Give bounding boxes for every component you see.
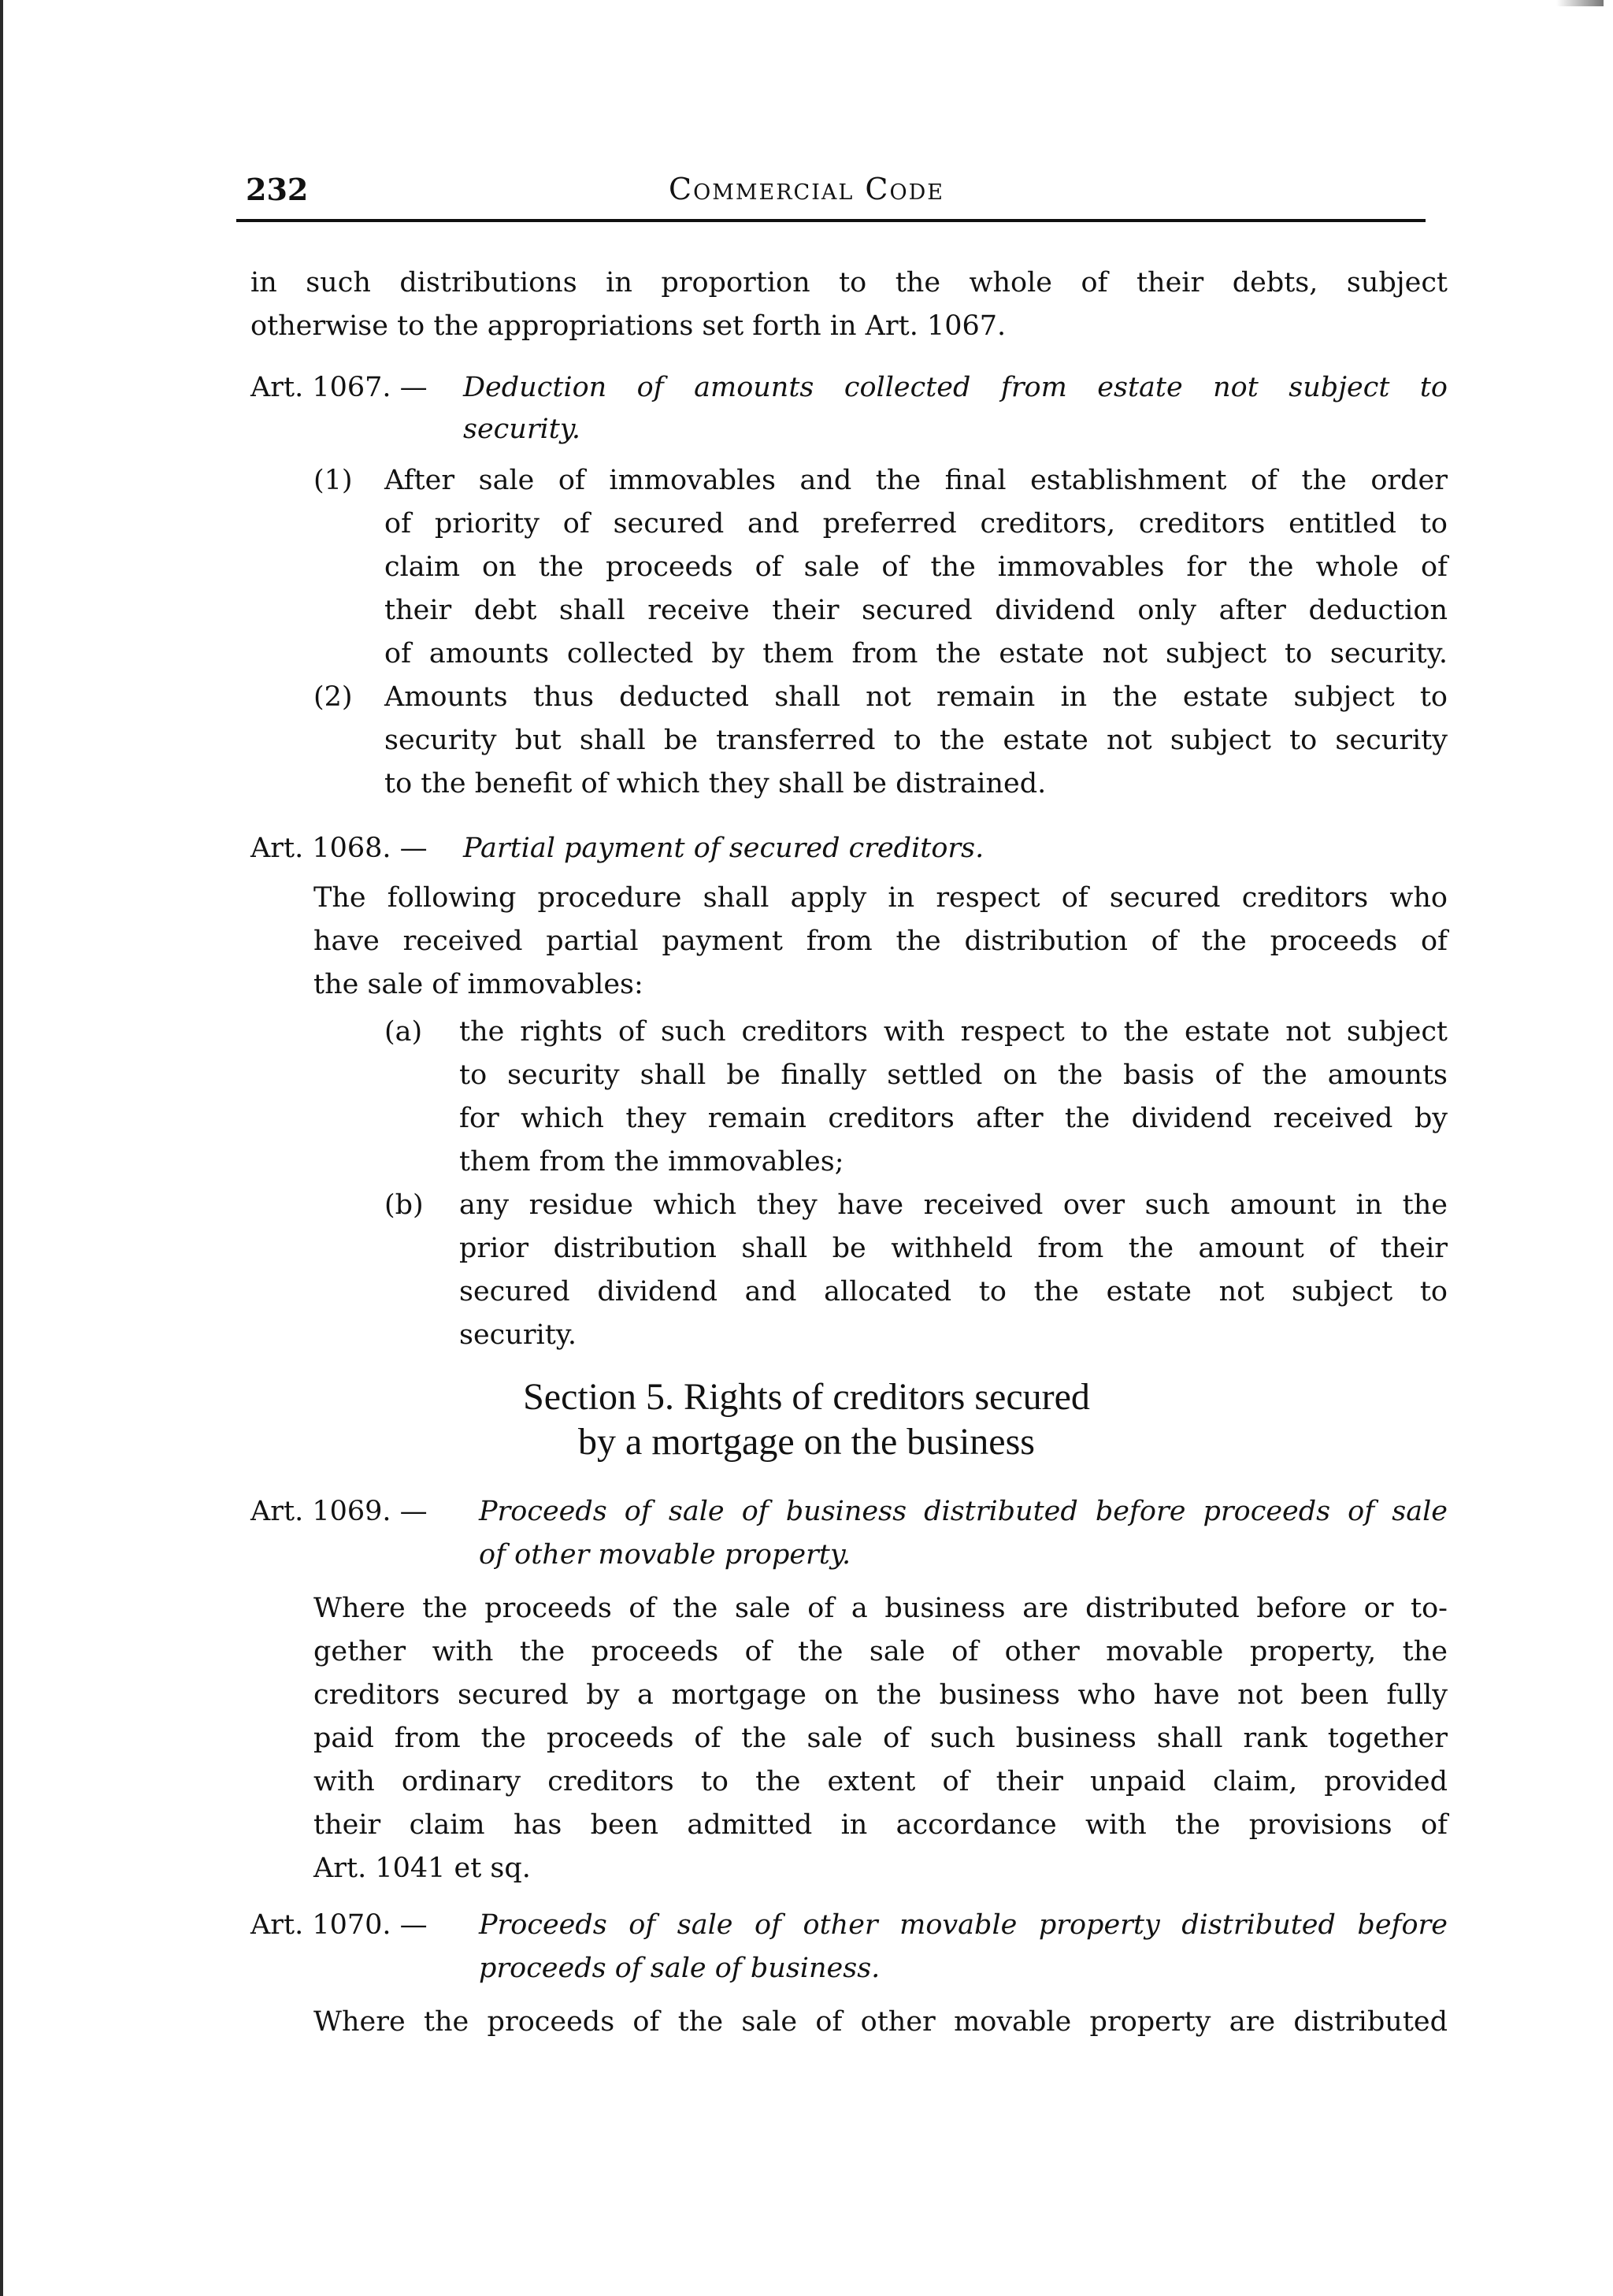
article-title-1070-line-1: Proceeds of sale of other movable property distributed before [479,1909,1448,1941]
clause-a-line-1: the rights of such creditors with respect to the estate not subject [459,1016,1448,1048]
paragraph-1-line-5: of amounts collected by them from the estate not subject to security. [384,638,1448,670]
intro-line-1: in such distributions in proportion to the whole of their debts, subject [250,267,1448,299]
clause-a-line-2: to security shall be finally settled on the basis of the amounts [459,1059,1448,1091]
article-label-1070: Art. 1070. — [250,1909,428,1941]
clause-a-line-3: for which they remain creditors after the dividend received by [459,1103,1448,1134]
paragraph-2-line-1: Amounts thus deducted shall not remain in the estate subject to [384,681,1448,713]
paragraph-2-line-3: to the benefit of which they shall be distrained. [384,768,1047,799]
article-1068-intro-line-2: have received partial payment from the distribution of the proceeds of [313,925,1448,957]
article-title-1069-line-2: of other movable property. [479,1539,851,1571]
clause-b-line-1: any residue which they have received over such amount in the [459,1189,1448,1221]
article-1069-line-1: Where the proceeds of the sale of a business are distributed before or to- [313,1593,1448,1624]
article-1069-line-5: with ordinary creditors to the extent of their unpaid claim, provided [313,1766,1448,1797]
clause-b-line-4: security. [459,1319,577,1351]
paragraph-1-line-2: of priority of secured and preferred creditors, creditors entitled to [384,508,1448,540]
article-1069-line-4: paid from the proceeds of the sale of such business shall rank together [313,1723,1448,1754]
clause-letter-a: (a) [384,1016,423,1048]
paragraph-1-line-1: After sale of immovables and the final establishment of the order [384,465,1448,496]
article-label-1068: Art. 1068. — [250,833,428,864]
section-heading-line-2: by a mortgage on the business [578,1421,1035,1463]
paragraph-1-line-3: claim on the proceeds of sale of the immovables for the whole of [384,551,1448,583]
article-title-1068: Partial payment of secured creditors. [463,833,984,864]
clause-letter-b: (b) [384,1189,424,1221]
paragraph-1-line-4: their debt shall receive their secured dividend only after deduction [384,595,1448,626]
scan-corner-mark [1556,0,1604,6]
article-1069-line-6: their claim has been admitted in accordance with the provisions of [313,1809,1448,1841]
article-label-1067: Art. 1067. — [250,372,428,403]
paragraph-number-2: (2) [313,681,353,713]
running-title: Commercial Code [669,172,944,206]
article-1068-intro-line-1: The following procedure shall apply in respect of secured creditors who [313,882,1448,914]
article-title-1069-line-1: Proceeds of sale of business distributed before proceeds of sale [479,1496,1448,1527]
paragraph-2-line-2: security but shall be transferred to the estate not subject to security [384,725,1448,756]
clause-b-line-3: secured dividend and allocated to the estate not subject to [459,1276,1448,1307]
scan-edge [0,0,3,2296]
article-title-1067-line-1: Deduction of amounts collected from estate not subject to [463,372,1448,403]
intro-line-2: otherwise to the appropriations set forth in Art. 1067. [250,310,1007,342]
article-1069-line-7: Art. 1041 et sq. [313,1853,531,1884]
clause-a-line-4: them from the immovables; [459,1146,844,1178]
header-rule [236,219,1426,222]
article-title-1070-line-2: proceeds of sale of business. [479,1953,881,1984]
article-1069-line-2: gether with the proceeds of the sale of other movable property, the [313,1636,1448,1667]
article-1070-line-1: Where the proceeds of the sale of other movable property are distributed [313,2006,1448,2038]
page-number: 232 [246,172,309,207]
article-title-1067-line-2: security. [463,414,581,445]
article-label-1069: Art. 1069. — [250,1496,428,1527]
article-1069-line-3: creditors secured by a mortgage on the business who have not been fully [313,1679,1448,1711]
article-1068-intro-line-3: the sale of immovables: [313,969,643,1000]
paragraph-number-1: (1) [313,465,353,496]
clause-b-line-2: prior distribution shall be withheld from the amount of their [459,1233,1448,1264]
section-heading-line-1: Section 5. Rights of creditors secured [523,1376,1090,1418]
